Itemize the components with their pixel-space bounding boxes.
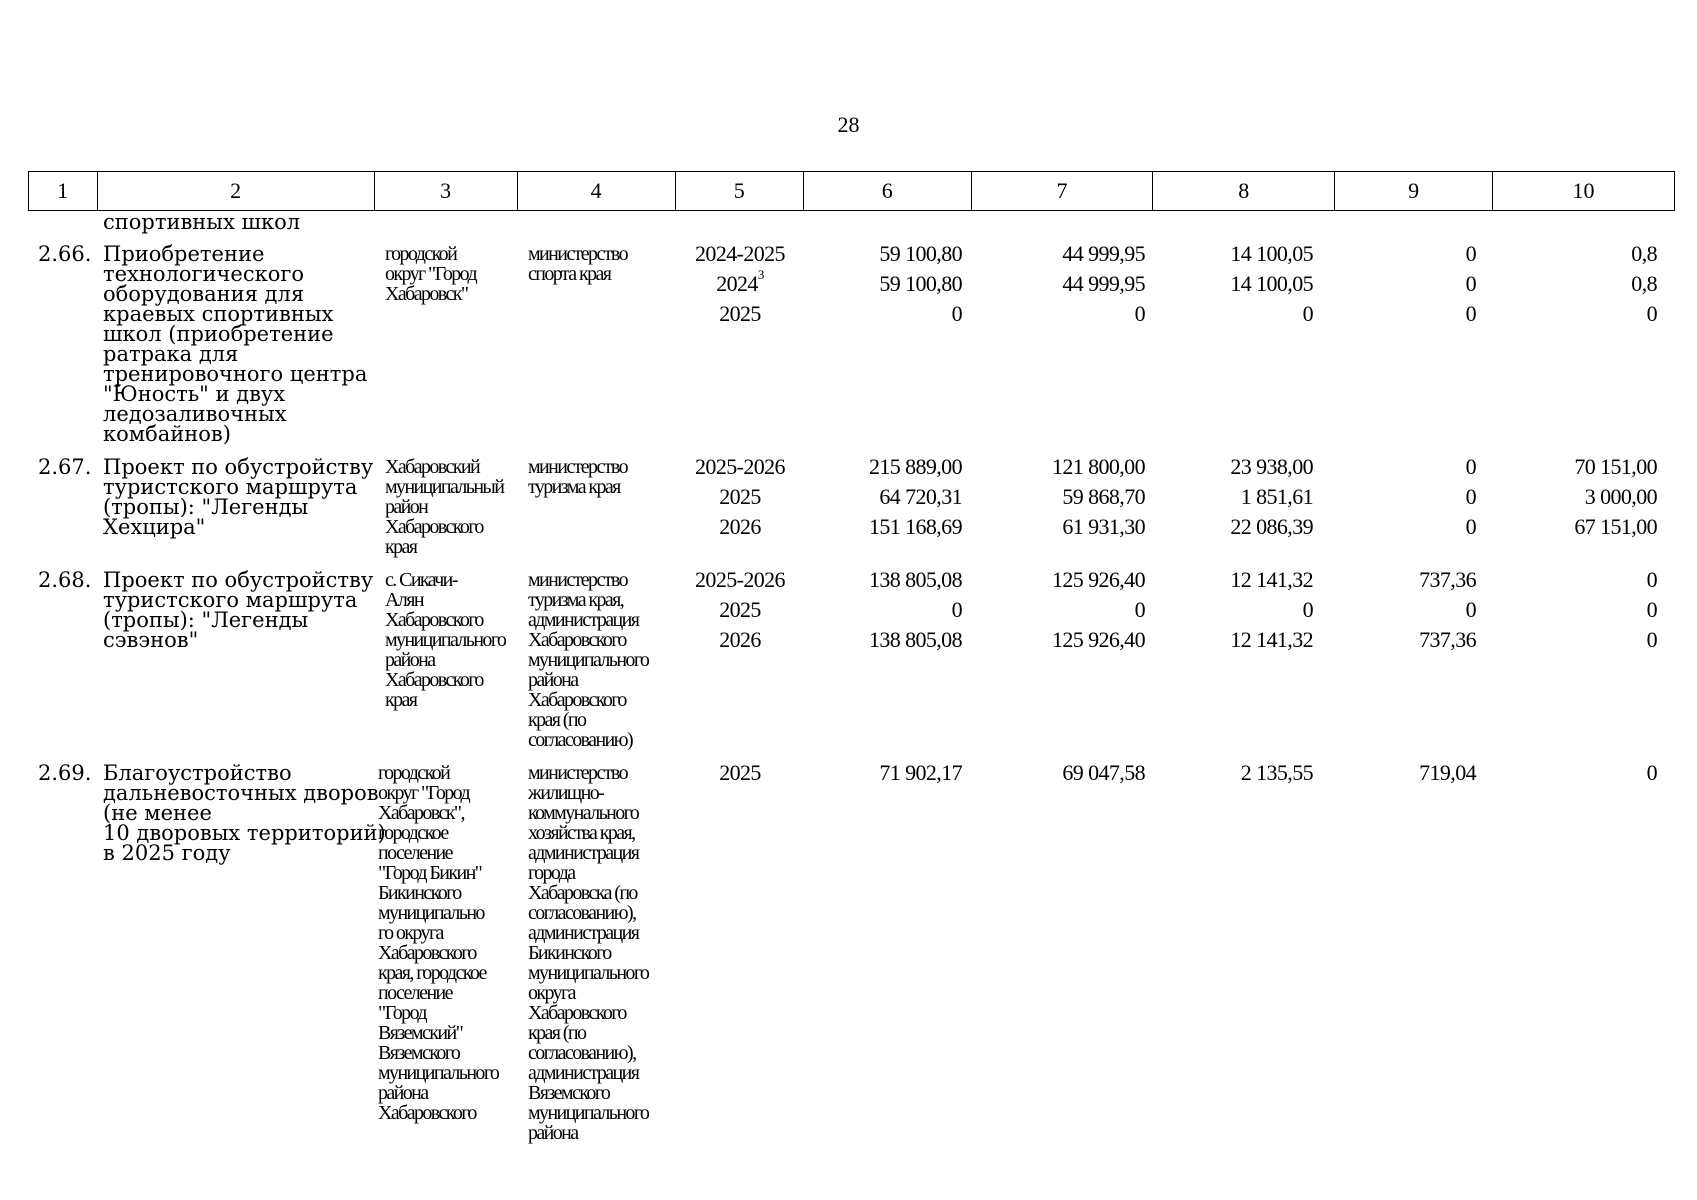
- federal-budget-value: 69 047,58: [1062, 760, 1145, 785]
- regional-budget-value-group: [1143, 239, 1313, 329]
- regional-budget-value-group: [1143, 565, 1313, 655]
- measure-name: [103, 244, 373, 444]
- total-cost-value-group: [792, 565, 962, 655]
- year-value: [680, 269, 800, 299]
- executor-line: округа: [528, 982, 575, 1004]
- measure-name-line: комбайнов): [103, 422, 231, 446]
- executor: [528, 763, 678, 1143]
- year-text: 2024: [716, 271, 758, 296]
- total-cost-value: 215 889,00: [868, 454, 962, 479]
- local-budget-value-group: [1306, 758, 1476, 788]
- measure-name-line: школ (приобретение: [103, 322, 334, 346]
- total-cost-value-group: [792, 452, 962, 542]
- year-value: [680, 482, 800, 512]
- year-text: 2026: [719, 514, 761, 539]
- measure-name-line: туристского маршрута: [103, 475, 358, 499]
- measure-name-line: (тропы): "Легенды: [103, 608, 309, 632]
- year-value: [680, 758, 800, 788]
- year-text: 2026: [719, 627, 761, 652]
- executor-line: туризма края: [528, 476, 620, 498]
- local-budget-value: 0: [1465, 484, 1476, 509]
- location-line: муниципальный: [385, 476, 504, 498]
- federal-budget-value: 121 800,00: [1051, 454, 1145, 479]
- measure-name-line: (не менее: [103, 801, 212, 825]
- other-sources-value: 3 000,00: [1584, 484, 1657, 509]
- location-line: Алян: [385, 589, 423, 611]
- other-sources-value-group: [1487, 758, 1657, 788]
- year-text: 2025-2026: [695, 567, 785, 592]
- row-number: 2.66.: [38, 242, 92, 266]
- executor-line: жилищно-: [528, 782, 604, 804]
- regional-budget-value: 23 938,00: [1230, 454, 1313, 479]
- row-number: 2.68.: [38, 568, 92, 592]
- executor-line: министерство: [528, 243, 627, 265]
- executor-line: Хабаровского: [528, 689, 626, 711]
- total-cost-value: 138 805,08: [868, 627, 962, 652]
- executor-line: района: [528, 1122, 578, 1144]
- federal-budget-value: 44 999,95: [1062, 271, 1145, 296]
- federal-budget-value: 0: [1134, 597, 1145, 622]
- regional-budget-value-group: [1143, 452, 1313, 542]
- years: [680, 758, 800, 788]
- executor-line: города: [528, 862, 575, 884]
- total-cost-value: 138 805,08: [868, 567, 962, 592]
- measure-name-line: Благоустройство: [103, 761, 292, 785]
- executor-line: администрация: [528, 609, 639, 631]
- year-value: [680, 625, 800, 655]
- local-budget-value-group: [1306, 565, 1476, 655]
- other-sources-value-group: [1487, 239, 1657, 329]
- location-line: городской: [378, 762, 450, 784]
- local-budget-value: 0: [1465, 514, 1476, 539]
- location-line: края: [385, 689, 417, 711]
- year-value: [680, 595, 800, 625]
- years: [680, 239, 800, 329]
- table-header: [28, 171, 1675, 211]
- local-budget-value-group: [1306, 239, 1476, 329]
- location-line: округ "Город: [385, 263, 477, 285]
- location-line: Вяземского: [378, 1042, 460, 1064]
- measure-name-line: в 2025 году: [103, 841, 231, 865]
- measure-name: [103, 761, 386, 865]
- row-number: 2.67.: [38, 455, 92, 479]
- local-budget-value: 0: [1465, 597, 1476, 622]
- measure-name-line: Проект по обустройству: [103, 568, 374, 592]
- executor-line: Хабаровского: [528, 1002, 626, 1024]
- executor-line: администрация: [528, 1062, 639, 1084]
- measure-name-line: оборудования для: [103, 282, 305, 306]
- other-sources-value: 0: [1646, 760, 1657, 785]
- executor-line: министерство: [528, 569, 627, 591]
- total-cost-value: 151 168,69: [868, 514, 962, 539]
- local-budget-value: 737,36: [1419, 627, 1476, 652]
- location-line: района: [378, 1082, 428, 1104]
- federal-budget-value: 0: [1134, 301, 1145, 326]
- executor-line: согласованию),: [528, 902, 636, 924]
- year-text: 2024-2025: [695, 241, 785, 266]
- local-budget-value: 0: [1465, 301, 1476, 326]
- executor-line: согласованию): [528, 729, 633, 751]
- year-value: [680, 452, 800, 482]
- federal-budget-value-group: [975, 758, 1145, 788]
- other-sources-value-group: [1487, 565, 1657, 655]
- year-text: 2025: [719, 301, 761, 326]
- location-line: Хабаровск": [385, 283, 468, 305]
- column-header-9: 9: [1335, 172, 1493, 211]
- measure-name: [103, 570, 373, 650]
- other-sources-value: 0,8: [1631, 241, 1657, 266]
- executor-line: министерство: [528, 456, 627, 478]
- years: [680, 452, 800, 542]
- executor: [528, 244, 678, 284]
- executor-line: Хабаровского: [528, 629, 626, 651]
- executor-line: муниципального: [528, 1102, 649, 1124]
- executor-line: Вяземского: [528, 1082, 610, 1104]
- federal-budget-value-group: [975, 565, 1145, 655]
- regional-budget-value: 14 100,05: [1230, 271, 1313, 296]
- regional-budget-value: 2 135,55: [1240, 760, 1313, 785]
- executor-line: края (по: [528, 1022, 586, 1044]
- column-header-6: 6: [803, 172, 971, 211]
- executor-line: Бикинского: [528, 942, 611, 964]
- location-line: городское: [378, 822, 448, 844]
- local-budget-value: 737,36: [1419, 567, 1476, 592]
- total-cost-value: 71 902,17: [879, 760, 962, 785]
- measure-name-line: ратрака для: [103, 342, 239, 366]
- federal-budget-value: 125 926,40: [1051, 567, 1145, 592]
- executor-line: администрация: [528, 922, 639, 944]
- location-line: Хабаровского: [378, 1102, 476, 1124]
- location-line: с. Сикачи-: [385, 569, 457, 591]
- other-sources-value: 0: [1646, 597, 1657, 622]
- location-line: Хабаровский: [385, 456, 480, 478]
- location-line: края, городское: [378, 962, 486, 984]
- measure-name-line: туристского маршрута: [103, 588, 358, 612]
- location: [385, 570, 525, 710]
- continued-text: спортивных школ: [103, 210, 301, 234]
- local-budget-value: 719,04: [1419, 760, 1476, 785]
- location-line: Хабаровского: [385, 516, 483, 538]
- executor-line: муниципального: [528, 649, 649, 671]
- other-sources-value: 0: [1646, 301, 1657, 326]
- year-value: [680, 512, 800, 542]
- location: [385, 244, 525, 304]
- location-line: го округа: [378, 922, 443, 944]
- federal-budget-value: 61 931,30: [1062, 514, 1145, 539]
- executor: [528, 570, 678, 750]
- location-line: район: [385, 496, 428, 518]
- location-line: "Город: [378, 1002, 426, 1024]
- year-value: [680, 299, 800, 329]
- row-number: 2.69.: [38, 761, 92, 785]
- executor-line: Хабаровска (по: [528, 882, 637, 904]
- local-budget-value: 0: [1465, 271, 1476, 296]
- regional-budget-value: 14 100,05: [1230, 241, 1313, 266]
- measure-name-line: Приобретение: [103, 242, 265, 266]
- other-sources-value: 0: [1646, 627, 1657, 652]
- measure-name-line: дальневосточных дворов: [103, 781, 379, 805]
- measure-name-line: Хехцира": [103, 515, 206, 539]
- executor-line: коммунального: [528, 802, 639, 824]
- location-line: округ "Город: [378, 782, 470, 804]
- regional-budget-value: 12 141,32: [1230, 627, 1313, 652]
- location-line: Хабаровского: [385, 669, 483, 691]
- measure-name-line: 10 дворовых территорий): [103, 821, 386, 845]
- year-value: [680, 565, 800, 595]
- column-header-3: 3: [374, 172, 517, 211]
- executor-line: района: [528, 669, 578, 691]
- measure-name-line: сэвэнов": [103, 628, 199, 652]
- other-sources-value: 70 151,00: [1574, 454, 1657, 479]
- location: [385, 457, 525, 557]
- total-cost-value: 59 100,80: [879, 241, 962, 266]
- footnote-ref: 3: [757, 267, 764, 282]
- location-line: "Город Бикин": [378, 862, 482, 884]
- measure-name-line: технологического: [103, 262, 304, 286]
- executor-line: туризма края,: [528, 589, 624, 611]
- regional-budget-value: 1 851,61: [1240, 484, 1313, 509]
- location-line: поселение: [378, 842, 452, 864]
- location-line: городской: [385, 243, 457, 265]
- executor-line: края (по: [528, 709, 586, 731]
- location-line: поселение: [378, 982, 452, 1004]
- location-line: муниципального: [385, 629, 506, 651]
- executor-line: согласованию),: [528, 1042, 636, 1064]
- measure-name-line: (тропы): "Легенды: [103, 495, 309, 519]
- total-cost-value: 59 100,80: [879, 271, 962, 296]
- regional-budget-value: 22 086,39: [1230, 514, 1313, 539]
- column-header-1: 1: [29, 172, 98, 211]
- other-sources-value-group: [1487, 452, 1657, 542]
- federal-budget-value-group: [975, 452, 1145, 542]
- executor-line: спорта края: [528, 263, 611, 285]
- executor-line: муниципального: [528, 962, 649, 984]
- location-line: муниципального: [378, 1062, 499, 1084]
- year-text: 2025-2026: [695, 454, 785, 479]
- measure-name-line: "Юность" и двух: [103, 382, 286, 406]
- location-line: края: [385, 536, 417, 558]
- federal-budget-value: 125 926,40: [1051, 627, 1145, 652]
- total-cost-value: 64 720,31: [879, 484, 962, 509]
- years: [680, 565, 800, 655]
- column-header-4: 4: [517, 172, 675, 211]
- year-text: 2025: [719, 484, 761, 509]
- year-value: [680, 239, 800, 269]
- total-cost-value: 0: [951, 597, 962, 622]
- column-header-7: 7: [971, 172, 1153, 211]
- regional-budget-value-group: [1143, 758, 1313, 788]
- measure-name-line: краевых спортивных: [103, 302, 334, 326]
- regional-budget-value: 12 141,32: [1230, 567, 1313, 592]
- regional-budget-value: 0: [1302, 301, 1313, 326]
- executor-line: министерство: [528, 762, 627, 784]
- location-line: муниципально: [378, 902, 484, 924]
- column-header-2: 2: [97, 172, 374, 211]
- measure-name-line: Проект по обустройству: [103, 455, 374, 479]
- measure-name-line: ледозаливочных: [103, 402, 287, 426]
- location-line: Хабаровского: [385, 609, 483, 631]
- column-header-5: 5: [675, 172, 803, 211]
- location: [378, 763, 518, 1123]
- local-budget-value: 0: [1465, 454, 1476, 479]
- location-line: Бикинского: [378, 882, 461, 904]
- location-line: района: [385, 649, 435, 671]
- total-cost-value-group: [792, 239, 962, 329]
- other-sources-value: 67 151,00: [1574, 514, 1657, 539]
- measure-name: [103, 457, 373, 537]
- executor-line: администрация: [528, 842, 639, 864]
- total-cost-value: 0: [951, 301, 962, 326]
- federal-budget-value: 59 868,70: [1062, 484, 1145, 509]
- total-cost-value-group: [792, 758, 962, 788]
- column-header-10: 10: [1493, 172, 1675, 211]
- column-header-8: 8: [1153, 172, 1335, 211]
- regional-budget-value: 0: [1302, 597, 1313, 622]
- location-line: Вяземский": [378, 1022, 463, 1044]
- year-text: 2025: [719, 597, 761, 622]
- executor-line: хозяйства края,: [528, 822, 635, 844]
- federal-budget-value-group: [975, 239, 1145, 329]
- location-line: Хабаровского: [378, 942, 476, 964]
- local-budget-value: 0: [1465, 241, 1476, 266]
- executor: [528, 457, 678, 497]
- page-number: 28: [837, 112, 860, 137]
- year-text: 2025: [719, 760, 761, 785]
- location-line: Хабаровск",: [378, 802, 464, 824]
- local-budget-value-group: [1306, 452, 1476, 542]
- other-sources-value: 0: [1646, 567, 1657, 592]
- federal-budget-value: 44 999,95: [1062, 241, 1145, 266]
- measure-name-line: тренировочного центра: [103, 362, 368, 386]
- other-sources-value: 0,8: [1631, 271, 1657, 296]
